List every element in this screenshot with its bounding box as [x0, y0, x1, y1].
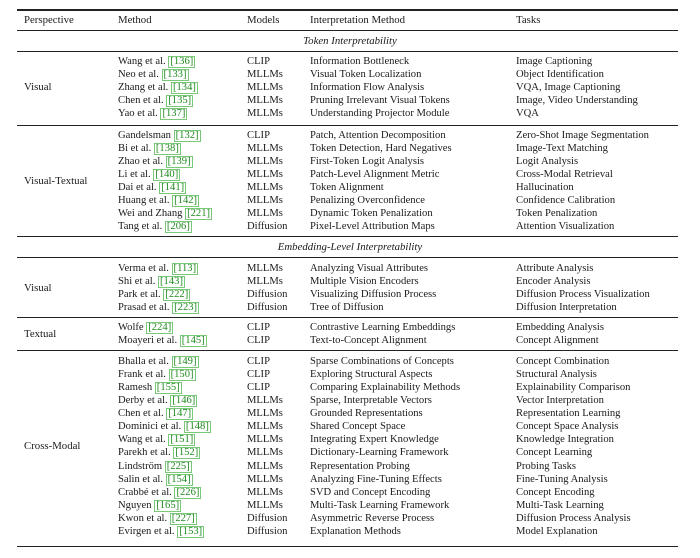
method-cell — [118, 301, 199, 314]
task-cell: Attention Visualization — [516, 221, 615, 233]
task-cell: Vector Interpretation — [516, 395, 604, 407]
model-cell: Diffusion — [247, 512, 288, 524]
citation-link[interactable]: [151] — [170, 434, 194, 446]
method-cell — [118, 407, 193, 420]
model-cell: MLLMs — [247, 69, 283, 81]
model-cell: Diffusion — [247, 289, 288, 301]
method-name: Dai et al. — [118, 182, 157, 194]
citation-link[interactable]: [135] — [168, 95, 192, 107]
method-cell — [118, 207, 212, 220]
model-cell: MLLMs — [247, 447, 283, 459]
citation-link[interactable]: [134] — [172, 82, 196, 94]
interpretation-cell: Multi-Task Learning Framework — [310, 499, 450, 511]
method-cell — [118, 55, 195, 68]
method-cell — [118, 168, 180, 181]
interpretation-cell: SVD and Concept Encoding — [310, 486, 431, 498]
citation-link[interactable]: [113] — [173, 263, 197, 274]
model-cell: MLLMs — [247, 460, 283, 472]
interpretation-cell: Pixel-Level Attribution Maps — [310, 221, 435, 233]
method-name: Shi et al. — [118, 276, 156, 288]
method-name: Yao et al. — [118, 108, 158, 120]
method-cell — [118, 107, 187, 120]
interpretation-cell: Explanation Methods — [310, 525, 401, 537]
task-cell: Object Identification — [516, 69, 604, 81]
method-cell — [118, 486, 201, 499]
citation-link[interactable]: [133] — [163, 69, 187, 81]
interpretation-cell: Comparing Explainability Methods — [310, 382, 461, 394]
perspective-label: Visual — [24, 81, 52, 94]
citation-link[interactable]: [141] — [161, 182, 185, 194]
citation-link[interactable]: [221] — [187, 208, 211, 220]
citation-link[interactable]: [165] — [156, 499, 180, 511]
perspective-label: Visual-Textual — [24, 174, 88, 187]
method-name: Prasad et al. — [118, 302, 170, 314]
method-cell — [118, 275, 185, 288]
citation-link[interactable]: [146] — [172, 395, 196, 407]
method-cell — [118, 355, 199, 368]
interpretation-cell: Contrastive Learning Embeddings — [310, 322, 456, 333]
method-name: Zhang et al. — [118, 82, 169, 94]
interpretation-cell: Penalizing Overconfidence — [310, 195, 426, 207]
header-rule — [17, 30, 678, 31]
method-name: Tang et al. — [118, 221, 163, 233]
interpretation-cell: Exploring Structural Aspects — [310, 369, 433, 381]
task-cell: Representation Learning — [516, 408, 621, 420]
model-cell: Diffusion — [247, 525, 288, 537]
interpretation-cell: Representation Probing — [310, 460, 410, 472]
interpretation-cell: Token Detection, Hard Negatives — [310, 143, 452, 155]
citation-link[interactable]: [149] — [173, 356, 197, 367]
model-cell: MLLMs — [247, 108, 283, 120]
method-name: Nguyen — [118, 499, 152, 511]
citation-link[interactable]: [222] — [165, 289, 189, 301]
task-cell: VQA — [516, 108, 539, 120]
method-name: Li et al. — [118, 169, 151, 181]
task-cell: Concept Space Analysis — [516, 421, 619, 433]
model-cell: MLLMs — [247, 263, 283, 274]
method-cell — [118, 433, 195, 446]
method-name: Wang et al. — [118, 434, 166, 446]
method-name: Verma et al. — [118, 263, 169, 274]
method-cell — [118, 81, 198, 94]
task-cell: Concept Combination — [516, 356, 610, 367]
model-cell: MLLMs — [247, 143, 283, 155]
header-tasks: Tasks — [516, 14, 541, 26]
method-cell — [118, 155, 193, 168]
method-cell — [118, 394, 197, 407]
citation-link[interactable]: [152] — [175, 447, 199, 459]
task-cell: Token Penalization — [516, 208, 598, 220]
section-title: Token Interpretability — [303, 35, 397, 47]
method-name: Lindström — [118, 460, 163, 472]
task-cell: Image-Text Matching — [516, 143, 608, 155]
model-cell: MLLMs — [247, 276, 283, 288]
citation-link[interactable]: [153] — [179, 525, 203, 537]
citation-link[interactable]: [137] — [162, 108, 186, 120]
interpretation-cell: Visual Token Localization — [310, 69, 422, 81]
method-name: Derby et al. — [118, 395, 168, 407]
method-cell — [118, 334, 207, 347]
task-cell: Hallucination — [516, 182, 574, 194]
task-cell: Attribute Analysis — [516, 263, 594, 274]
interpretation-cell: Visualizing Diffusion Process — [310, 289, 437, 301]
model-cell: MLLMs — [247, 95, 283, 107]
method-cell — [118, 368, 196, 381]
header-perspective: Perspective — [24, 14, 74, 26]
model-cell: MLLMs — [247, 486, 283, 498]
interpretation-cell: Multiple Vision Encoders — [310, 276, 419, 288]
section-rule — [17, 51, 678, 52]
method-cell — [118, 381, 182, 394]
method-name: Frank et al. — [118, 369, 166, 381]
interpretation-cell: Tree of Diffusion — [310, 302, 384, 314]
section-title: Embedding-Level Interpretability — [277, 241, 423, 253]
perspective-label: Textual — [24, 327, 57, 340]
task-cell: Diffusion Process Visualization — [516, 289, 650, 301]
method-name: Wolfe — [118, 322, 144, 333]
method-name: Evirgen et al. — [118, 525, 175, 537]
model-cell: Diffusion — [247, 302, 288, 314]
citation-link[interactable]: [147] — [168, 408, 192, 420]
citation-link[interactable]: [140] — [155, 169, 179, 181]
method-cell — [118, 68, 189, 81]
interpretation-cell: Sparse Combinations of Concepts — [310, 356, 454, 367]
model-cell: CLIP — [247, 369, 270, 381]
citation-link[interactable]: [154] — [167, 473, 191, 485]
section-rule — [17, 257, 678, 258]
task-cell: Image, Video Understanding — [516, 95, 638, 107]
citation-link[interactable]: [206] — [166, 221, 190, 233]
perspective-label: Cross-Modal — [24, 439, 81, 452]
task-cell: Logit Analysis — [516, 156, 579, 168]
method-cell — [118, 129, 201, 142]
method-name: Bhalla et al. — [118, 356, 169, 367]
model-cell: CLIP — [247, 56, 270, 67]
citation-link[interactable]: [145] — [181, 335, 205, 347]
model-cell: MLLMs — [247, 408, 283, 420]
interpretation-cell: Information Bottleneck — [310, 56, 410, 67]
interpretation-cell: Grounded Representations — [310, 408, 423, 420]
method-cell — [118, 194, 199, 207]
task-cell: Confidence Calibration — [516, 195, 616, 207]
task-cell: Knowledge Integration — [516, 434, 614, 446]
task-cell: Model Explanation — [516, 525, 598, 537]
model-cell: Diffusion — [247, 221, 288, 233]
interpretation-cell: Analyzing Visual Attributes — [310, 263, 429, 274]
task-cell: Diffusion Interpretation — [516, 302, 617, 314]
method-cell — [118, 262, 198, 275]
interpretation-cell: Pruning Irrelevant Visual Tokens — [310, 95, 450, 107]
group-rule — [17, 125, 678, 126]
citation-link[interactable]: [148] — [185, 421, 209, 433]
interpretation-cell: Dynamic Token Penalization — [310, 208, 433, 220]
task-cell: Diffusion Process Analysis — [516, 512, 631, 524]
citation-link[interactable]: [227] — [171, 512, 195, 524]
interpretation-cell: Sparse, Interpretable Vectors — [310, 395, 432, 407]
header-method: Method — [118, 14, 152, 26]
perspective-label: Visual — [24, 281, 52, 294]
method-cell — [118, 525, 204, 538]
citation-link[interactable]: [225] — [166, 460, 190, 472]
interpretation-cell: Understanding Projector Module — [310, 108, 450, 120]
task-cell: VQA, Image Captioning — [516, 82, 621, 94]
method-name: Crabbé et al. — [118, 486, 172, 498]
group-rule — [17, 317, 678, 318]
task-cell: Zero-Shot Image Segmentation — [516, 130, 649, 141]
bottom-rule — [17, 546, 678, 548]
method-cell — [118, 499, 181, 512]
model-cell: MLLMs — [247, 182, 283, 194]
interpretation-cell: First-Token Logit Analysis — [310, 156, 425, 168]
method-name: Chen et al. — [118, 95, 164, 107]
method-name: Moayeri et al. — [118, 335, 178, 347]
method-name: Dominici et al. — [118, 421, 182, 433]
method-cell — [118, 220, 192, 233]
group-rule — [17, 236, 678, 237]
method-name: Zhao et al. — [118, 156, 164, 168]
model-cell: CLIP — [247, 335, 270, 347]
task-cell: Encoder Analysis — [516, 276, 591, 288]
method-name: Gandelsman — [118, 130, 171, 141]
method-cell — [118, 460, 192, 473]
model-cell: MLLMs — [247, 169, 283, 181]
task-cell: Embedding Analysis — [516, 322, 604, 333]
model-cell: CLIP — [247, 356, 270, 367]
model-cell: CLIP — [247, 322, 270, 333]
model-cell: MLLMs — [247, 434, 283, 446]
method-cell — [118, 94, 193, 107]
model-cell: CLIP — [247, 130, 270, 141]
method-name: Ramesh — [118, 382, 153, 394]
task-cell: Structural Analysis — [516, 369, 597, 381]
top-rule — [17, 9, 678, 11]
task-cell: Cross-Modal Retrieval — [516, 169, 613, 181]
method-cell — [118, 473, 193, 486]
task-cell: Explainability Comparison — [516, 382, 631, 394]
interpretation-cell: Analyzing Fine-Tuning Effects — [310, 473, 442, 485]
method-cell — [118, 446, 200, 459]
method-name: Chen et al. — [118, 408, 164, 420]
method-name: Neo et al. — [118, 69, 159, 81]
citation-link[interactable]: [142] — [174, 195, 198, 207]
interpretation-cell: Token Alignment — [310, 182, 384, 194]
citation-link[interactable]: [136] — [170, 56, 194, 67]
group-rule — [17, 350, 678, 351]
citation-link[interactable]: [155] — [156, 382, 180, 394]
model-cell: MLLMs — [247, 82, 283, 94]
interpretation-cell: Text-to-Concept Alignment — [310, 335, 427, 347]
model-cell: MLLMs — [247, 208, 283, 220]
task-cell: Concept Alignment — [516, 335, 599, 347]
interpretation-cell: Integrating Expert Knowledge — [310, 434, 439, 446]
citation-link[interactable]: [223] — [174, 302, 198, 314]
method-name: Parekh et al. — [118, 447, 171, 459]
citation-link[interactable]: [224] — [148, 322, 172, 333]
interpretation-cell: Patch, Attention Decomposition — [310, 130, 446, 141]
method-cell — [118, 512, 197, 525]
citation-link[interactable]: [226] — [176, 486, 200, 498]
task-cell: Image Captioning — [516, 56, 593, 67]
method-cell — [118, 142, 181, 155]
model-cell: MLLMs — [247, 395, 283, 407]
model-cell: MLLMs — [247, 421, 283, 433]
model-cell: MLLMs — [247, 473, 283, 485]
citation-link[interactable]: [138] — [155, 143, 179, 155]
citation-link[interactable]: [150] — [170, 369, 194, 381]
method-cell — [118, 420, 211, 433]
task-cell: Concept Learning — [516, 447, 593, 459]
interpretation-cell: Patch-Level Alignment Metric — [310, 169, 440, 181]
model-cell: MLLMs — [247, 156, 283, 168]
task-cell: Fine-Tuning Analysis — [516, 473, 608, 485]
interpretation-cell: Asymmetric Reverse Process — [310, 512, 435, 524]
header-models: Models — [247, 14, 280, 26]
method-name: Bi et al. — [118, 143, 152, 155]
method-name: Park et al. — [118, 289, 161, 301]
method-name: Kwon et al. — [118, 512, 168, 524]
method-name: Salin et al. — [118, 473, 164, 485]
citation-link[interactable]: [143] — [160, 276, 183, 288]
task-cell: Probing Tasks — [516, 460, 576, 472]
method-cell — [118, 321, 173, 334]
method-name: Huang et al. — [118, 195, 170, 207]
model-cell: MLLMs — [247, 195, 283, 207]
method-name: Wang et al. — [118, 56, 166, 67]
citation-link[interactable]: [139] — [167, 156, 191, 168]
citation-link[interactable]: [132] — [175, 130, 199, 141]
method-cell — [118, 181, 186, 194]
task-cell: Concept Encoding — [516, 486, 595, 498]
interpretation-cell: Information Flow Analysis — [310, 82, 425, 94]
interpretation-cell: Dictionary-Learning Framework — [310, 447, 449, 459]
model-cell: CLIP — [247, 382, 270, 394]
header-interpretation-method: Interpretation Method — [310, 14, 406, 26]
interpretation-cell: Shared Concept Space — [310, 421, 406, 433]
method-name: Wei and Zhang — [118, 208, 183, 220]
model-cell: MLLMs — [247, 499, 283, 511]
method-cell — [118, 288, 190, 301]
task-cell: Multi-Task Learning — [516, 499, 604, 511]
